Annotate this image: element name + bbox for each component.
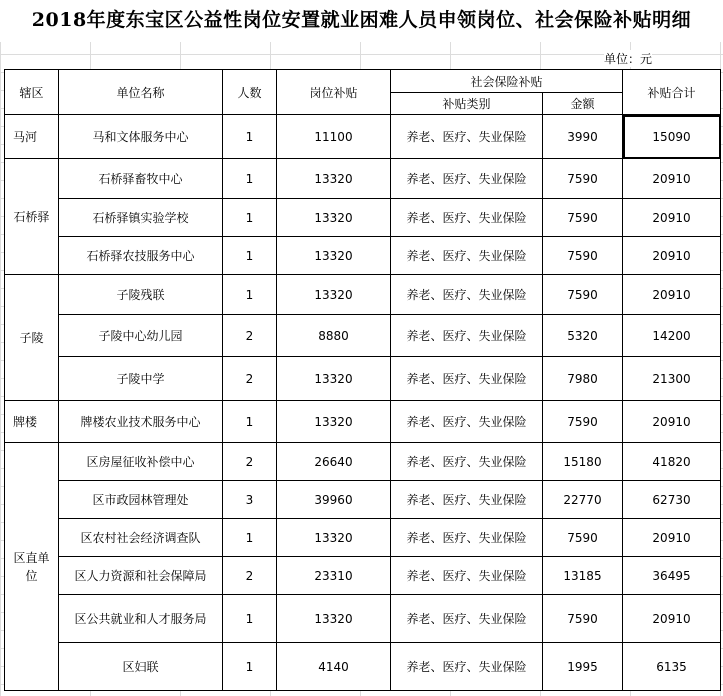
count-cell[interactable]: 1 <box>223 643 277 691</box>
total-cell[interactable]: 20910 <box>623 237 721 275</box>
unit-name-cell[interactable]: 区妇联 <box>59 643 223 691</box>
count-cell[interactable]: 1 <box>223 595 277 643</box>
subsidy-type-cell[interactable]: 养老、医疗、失业保险 <box>391 115 543 159</box>
unit-name-cell[interactable]: 石桥驿镇实验学校 <box>59 199 223 237</box>
job-subsidy-cell[interactable]: 13320 <box>277 159 391 199</box>
header-amount[interactable]: 金额 <box>543 93 623 115</box>
amount-cell[interactable]: 7590 <box>543 199 623 237</box>
count-cell[interactable]: 2 <box>223 315 277 357</box>
district-cell[interactable]: 区直单位 <box>5 443 59 691</box>
total-cell[interactable]: 20910 <box>623 159 721 199</box>
unit-name-cell[interactable]: 区房屋征收补偿中心 <box>59 443 223 481</box>
table-row <box>5 315 721 357</box>
header-social-insurance[interactable]: 社会保险补贴 <box>391 70 623 93</box>
table-body <box>5 115 721 691</box>
page-title: 2018年度东宝区公益性岗位安置就业困难人员申领岗位、社会保险补贴明细 <box>0 0 723 42</box>
count-cell[interactable]: 2 <box>223 443 277 481</box>
subsidy-type-cell[interactable]: 养老、医疗、失业保险 <box>391 315 543 357</box>
unit-name-cell[interactable]: 区市政园林管理处 <box>59 481 223 519</box>
total-cell[interactable]: 36495 <box>623 557 721 595</box>
job-subsidy-cell[interactable]: 11100 <box>277 115 391 159</box>
amount-cell[interactable]: 7980 <box>543 357 623 401</box>
job-subsidy-cell[interactable]: 39960 <box>277 481 391 519</box>
job-subsidy-cell[interactable]: 8880 <box>277 315 391 357</box>
total-cell[interactable]: 20910 <box>623 275 721 315</box>
count-cell[interactable]: 1 <box>223 519 277 557</box>
count-cell[interactable]: 1 <box>223 401 277 443</box>
amount-cell[interactable]: 22770 <box>543 481 623 519</box>
table-row <box>5 401 721 443</box>
count-cell[interactable]: 1 <box>223 237 277 275</box>
table-row <box>5 643 721 691</box>
count-cell[interactable]: 1 <box>223 199 277 237</box>
unit-name-cell[interactable]: 区农村社会经济调查队 <box>59 519 223 557</box>
subsidy-type-cell[interactable]: 养老、医疗、失业保险 <box>391 199 543 237</box>
total-cell[interactable]: 20910 <box>623 401 721 443</box>
district-cell[interactable]: 子陵 <box>5 275 59 401</box>
unit-name-cell[interactable]: 子陵残联 <box>59 275 223 315</box>
unit-name-cell[interactable]: 石桥驿农技服务中心 <box>59 237 223 275</box>
job-subsidy-cell[interactable]: 13320 <box>277 401 391 443</box>
amount-cell[interactable]: 1995 <box>543 643 623 691</box>
total-cell[interactable]: 41820 <box>623 443 721 481</box>
job-subsidy-cell[interactable]: 13320 <box>277 237 391 275</box>
table-row <box>5 519 721 557</box>
subsidy-type-cell[interactable]: 养老、医疗、失业保险 <box>391 401 543 443</box>
job-subsidy-cell[interactable]: 26640 <box>277 443 391 481</box>
amount-cell[interactable]: 3990 <box>543 115 623 159</box>
job-subsidy-cell[interactable]: 4140 <box>277 643 391 691</box>
subsidy-type-cell[interactable]: 养老、医疗、失业保险 <box>391 519 543 557</box>
unit-name-cell[interactable]: 马和文体服务中心 <box>59 115 223 159</box>
table-row <box>5 595 721 643</box>
district-cell[interactable]: 牌楼 <box>5 401 59 443</box>
subsidy-type-cell[interactable]: 养老、医疗、失业保险 <box>391 557 543 595</box>
header-district[interactable]: 辖区 <box>5 70 59 115</box>
unit-name-cell[interactable]: 区公共就业和人才服务局 <box>59 595 223 643</box>
table-row <box>5 481 721 519</box>
total-cell[interactable]: 62730 <box>623 481 721 519</box>
table-row <box>5 275 721 315</box>
unit-name-cell[interactable]: 石桥驿畜牧中心 <box>59 159 223 199</box>
header-count[interactable]: 人数 <box>223 70 277 115</box>
subsidy-type-cell[interactable]: 养老、医疗、失业保险 <box>391 275 543 315</box>
total-cell[interactable]: 6135 <box>623 643 721 691</box>
header-subsidy-type[interactable]: 补贴类别 <box>391 93 543 115</box>
job-subsidy-cell[interactable]: 13320 <box>277 357 391 401</box>
table-row <box>5 557 721 595</box>
job-subsidy-cell[interactable]: 23310 <box>277 557 391 595</box>
table-row <box>5 199 721 237</box>
count-cell[interactable]: 1 <box>223 159 277 199</box>
district-cell[interactable]: 马河 <box>5 115 59 159</box>
amount-cell[interactable]: 7590 <box>543 595 623 643</box>
table-row <box>5 237 721 275</box>
total-cell[interactable]: 14200 <box>623 315 721 357</box>
count-cell[interactable]: 1 <box>223 275 277 315</box>
subsidy-type-cell[interactable]: 养老、医疗、失业保险 <box>391 595 543 643</box>
unit-name-cell[interactable]: 牌楼农业技术服务中心 <box>59 401 223 443</box>
subsidy-type-cell[interactable]: 养老、医疗、失业保险 <box>391 643 543 691</box>
subsidy-type-cell[interactable]: 养老、医疗、失业保险 <box>391 357 543 401</box>
subsidy-type-cell[interactable]: 养老、医疗、失业保险 <box>391 481 543 519</box>
job-subsidy-cell[interactable]: 13320 <box>277 519 391 557</box>
unit-label: 单位：元 <box>604 52 653 66</box>
total-cell[interactable]: 20910 <box>623 595 721 643</box>
total-cell[interactable]: 21300 <box>623 357 721 401</box>
amount-cell[interactable]: 7590 <box>543 275 623 315</box>
count-cell[interactable]: 1 <box>223 115 277 159</box>
table-row <box>5 357 721 401</box>
job-subsidy-cell[interactable]: 13320 <box>277 275 391 315</box>
unit-name-cell[interactable]: 区人力资源和社会保障局 <box>59 557 223 595</box>
count-cell[interactable]: 2 <box>223 357 277 401</box>
table-row <box>5 443 721 481</box>
job-subsidy-cell[interactable]: 13320 <box>277 595 391 643</box>
subsidy-type-cell[interactable]: 养老、医疗、失业保险 <box>391 443 543 481</box>
subsidy-type-cell[interactable]: 养老、医疗、失业保险 <box>391 159 543 199</box>
count-cell[interactable]: 3 <box>223 481 277 519</box>
district-cell[interactable]: 石桥驿 <box>5 159 59 275</box>
subsidy-type-cell[interactable]: 养老、医疗、失业保险 <box>391 237 543 275</box>
amount-cell[interactable]: 7590 <box>543 401 623 443</box>
amount-cell[interactable]: 5320 <box>543 315 623 357</box>
total-cell[interactable]: 20910 <box>623 199 721 237</box>
header-job-subsidy[interactable]: 岗位补贴 <box>277 70 391 115</box>
count-cell[interactable]: 2 <box>223 557 277 595</box>
amount-cell[interactable]: 13185 <box>543 557 623 595</box>
amount-cell[interactable]: 7590 <box>543 237 623 275</box>
amount-cell[interactable]: 15180 <box>543 443 623 481</box>
total-cell[interactable]: 15090 <box>623 115 721 159</box>
unit-name-cell[interactable]: 子陵中学 <box>59 357 223 401</box>
subsidy-table <box>4 69 721 691</box>
header-total[interactable]: 补贴合计 <box>623 70 721 115</box>
amount-cell[interactable]: 7590 <box>543 159 623 199</box>
header-unit-name[interactable]: 单位名称 <box>59 70 223 115</box>
table-row <box>5 115 721 159</box>
table-row <box>5 159 721 199</box>
total-cell[interactable]: 20910 <box>623 519 721 557</box>
job-subsidy-cell[interactable]: 13320 <box>277 199 391 237</box>
amount-cell[interactable]: 7590 <box>543 519 623 557</box>
unit-name-cell[interactable]: 子陵中心幼儿园 <box>59 315 223 357</box>
